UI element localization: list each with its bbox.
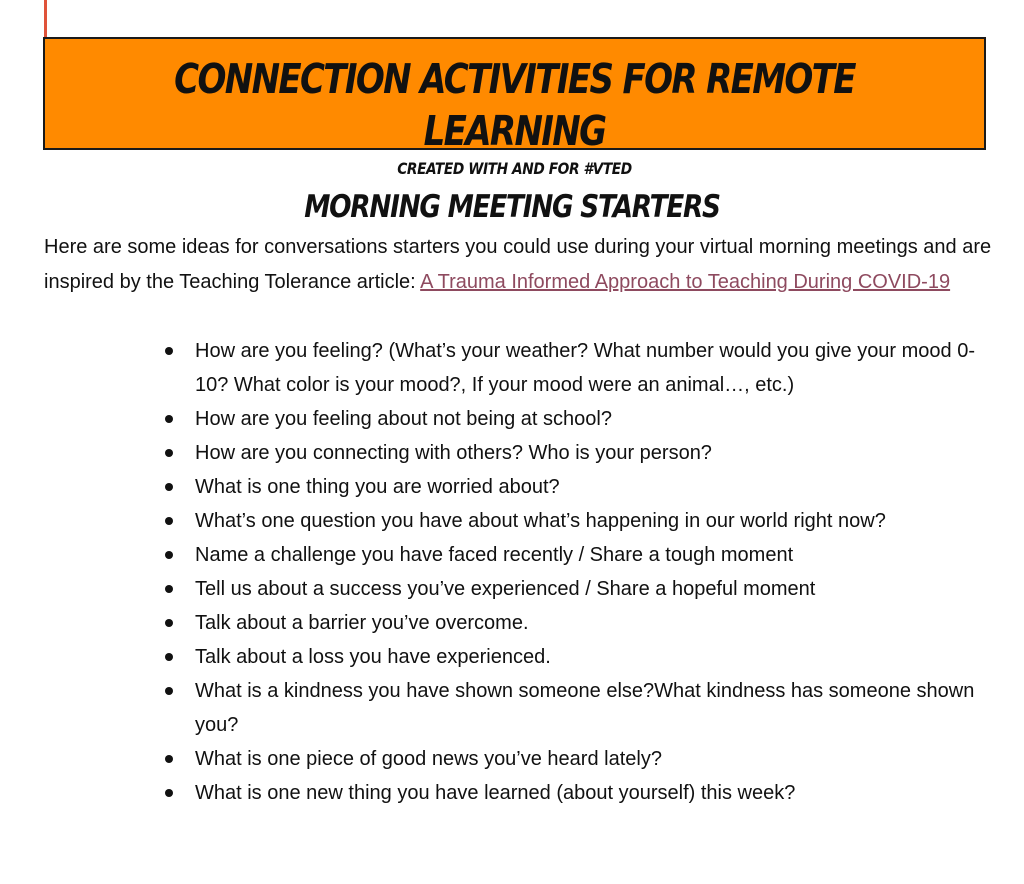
intro-paragraph [44, 230, 994, 299]
intro-text: Here are some ideas for conversations starters you could use during your virtual morning meetings and are inspired by the Teaching Tolerance article: [44, 236, 992, 293]
list-item: Talk about a loss you have experienced. [195, 640, 990, 674]
list-item: How are you feeling about not being at school? [195, 402, 990, 436]
list-item: What is a kindness you have shown someone else?What kindness has someone shown you? [195, 674, 990, 742]
list-item: How are you feeling? (What’s your weather? What number would you give your mood 0-10? What color is your mood?, If your mood were an animal…, etc.) [195, 334, 990, 402]
document-title: CONNECTION ACTIVITIES FOR REMOTE LEARNING [174, 55, 855, 155]
section-heading: MORNING MEETING STARTERS [304, 189, 720, 225]
list-item: What is one new thing you have learned (about yourself) this week? [195, 776, 990, 810]
text-cursor-marker [44, 0, 47, 38]
list-item: How are you connecting with others? Who is your person? [195, 436, 990, 470]
list-item: Tell us about a success you’ve experienced / Share a hopeful moment [195, 572, 990, 606]
conversation-starters-list [195, 334, 990, 810]
list-item: Name a challenge you have faced recently / Share a tough moment [195, 538, 990, 572]
list-item: What is one thing you are worried about? [195, 470, 990, 504]
list-item: What is one piece of good news you’ve heard lately? [195, 742, 990, 776]
list-item: What’s one question you have about what’s happening in our world right now? [195, 504, 990, 538]
list-item: Talk about a barrier you’ve overcome. [195, 606, 990, 640]
article-link[interactable]: A Trauma Informed Approach to Teaching During COVID-19 [420, 270, 951, 293]
document-subtitle: CREATED WITH AND FOR #VTED [397, 159, 632, 178]
title-banner [43, 37, 986, 178]
